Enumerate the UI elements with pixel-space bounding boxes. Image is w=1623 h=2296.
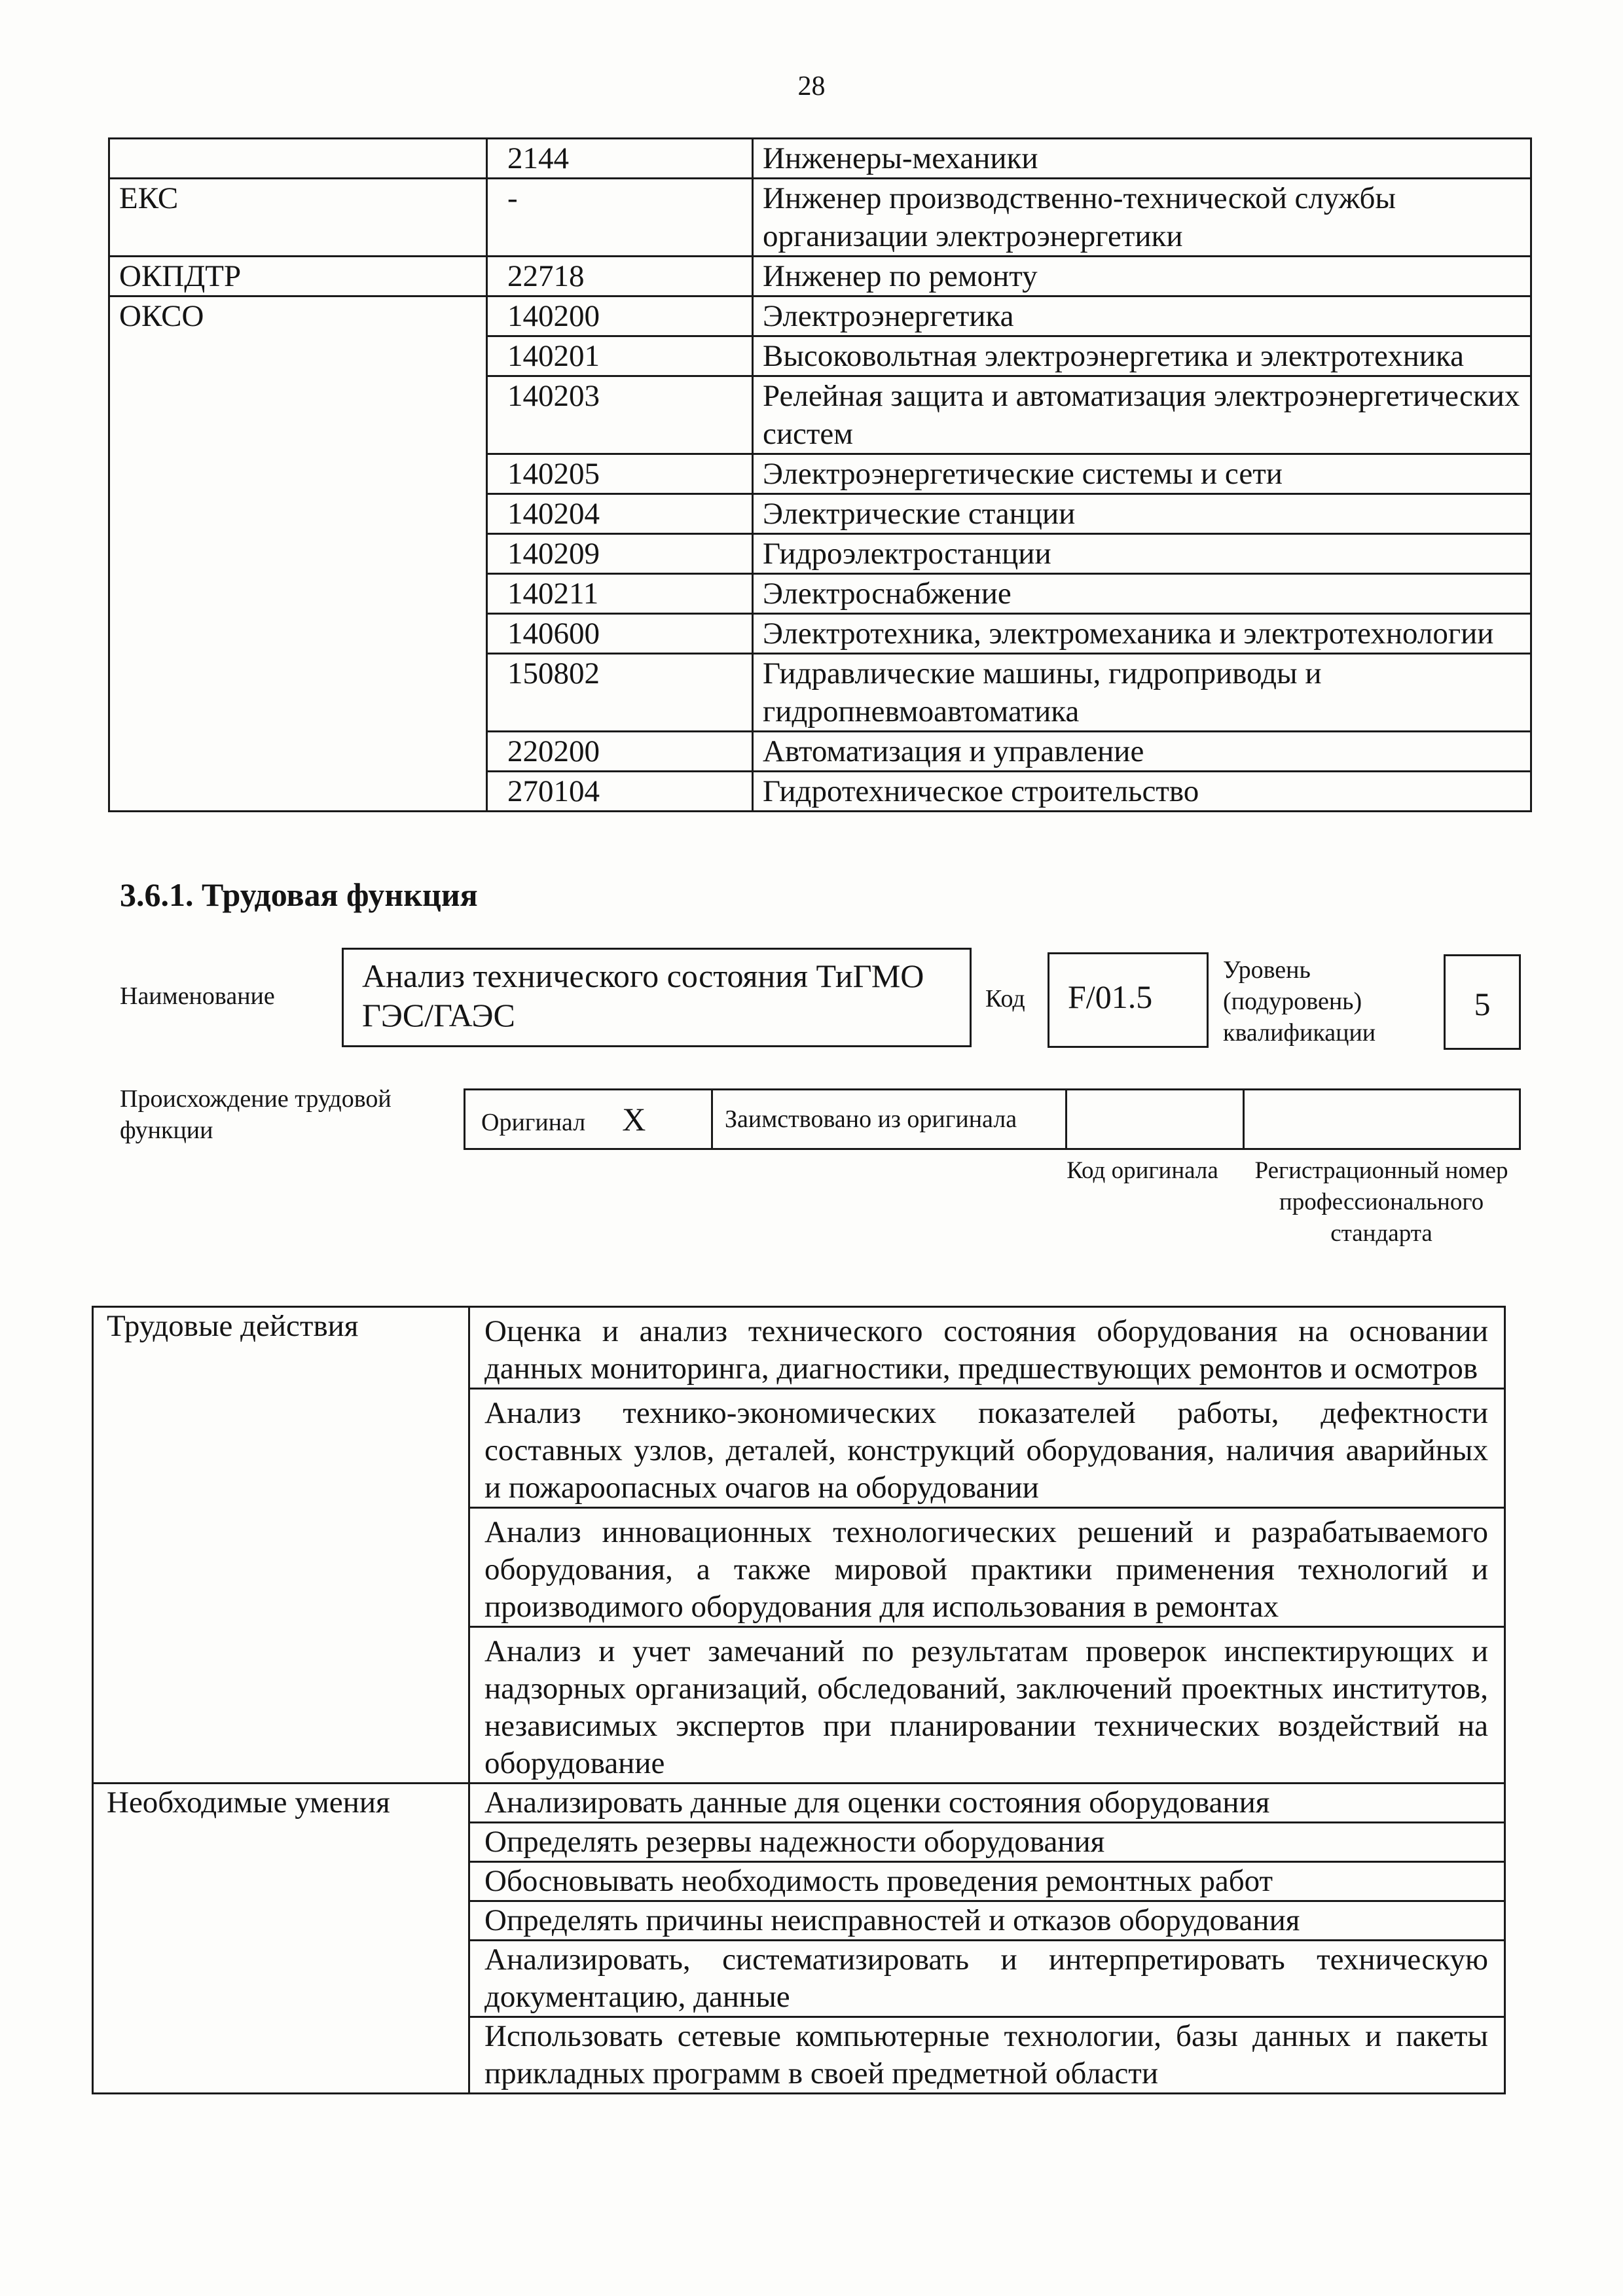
table-row xyxy=(93,1307,1505,1389)
table-row xyxy=(109,296,1531,336)
origin-table xyxy=(464,1088,1521,1150)
code-label: Код xyxy=(985,985,1025,1013)
code-cell: 140600 xyxy=(487,614,753,654)
group-cell: ОКСО xyxy=(109,296,487,812)
code-cell: 22718 xyxy=(487,257,753,296)
code-cell: 140209 xyxy=(487,534,753,574)
skill-item: Обосновывать необходимость проведения ремонтных работ xyxy=(469,1862,1505,1901)
registration-number-caption: Регистрационный номер профессионального стандарта xyxy=(1254,1157,1508,1247)
labor-action-item: Анализ технико-экономических показателей работы, дефектности составных узлов, деталей, конструкций оборудования, наличия аварийных и пожароопасных очагов на оборудовании xyxy=(469,1389,1505,1508)
name-cell: Электроснабжение xyxy=(753,574,1531,614)
code-cell: - xyxy=(487,179,753,257)
labor-function-table xyxy=(92,1306,1506,2094)
original-label: Оригинал xyxy=(481,1109,586,1136)
borrowed-cell: Заимствовано из оригинала xyxy=(712,1090,1067,1149)
name-cell: Гидроэлектростанции xyxy=(753,534,1531,574)
skill-item: Определять причины неисправностей и отказов оборудования xyxy=(469,1901,1505,1941)
table-row xyxy=(109,257,1531,296)
level-label: Уровень (подуровень) квалификации xyxy=(1223,956,1376,1047)
registration-number-cell xyxy=(1244,1090,1520,1149)
group-cell: ОКПДТР xyxy=(109,257,487,296)
name-label: Наименование xyxy=(120,982,275,1010)
name-cell: Инженер по ремонту xyxy=(753,257,1531,296)
page-number: 28 xyxy=(797,71,826,101)
code-cell: 270104 xyxy=(487,772,753,812)
name-cell: Гидравлические машины, гидроприводы и гидропневмоавтоматика xyxy=(753,654,1531,732)
code-cell: 140211 xyxy=(487,574,753,614)
code-cell: 140204 xyxy=(487,494,753,534)
code-cell: 140205 xyxy=(487,454,753,494)
group-cell xyxy=(109,139,487,179)
code-cell: 140201 xyxy=(487,336,753,376)
classification-table xyxy=(108,137,1532,812)
labor-action-item: Оценка и анализ технического состояния оборудования на основании данных мониторинга, диагностики, предшествующих ремонтов и осмотров xyxy=(469,1307,1505,1389)
code-cell: 140200 xyxy=(487,296,753,336)
origin-label: Происхождение трудовой функции xyxy=(120,1085,392,1144)
original-mark: X xyxy=(622,1101,646,1138)
level-value-box: 5 xyxy=(1444,954,1521,1050)
original-code-cell xyxy=(1067,1090,1244,1149)
table-row xyxy=(93,1784,1505,1823)
section-heading: 3.6.1. Трудовая функция xyxy=(120,876,478,913)
code-cell: 2144 xyxy=(487,139,753,179)
name-cell: Инженеры-механики xyxy=(753,139,1531,179)
original-cell xyxy=(465,1090,712,1149)
table-row xyxy=(109,179,1531,257)
function-code-box: F/01.5 xyxy=(1048,952,1209,1048)
code-cell: 150802 xyxy=(487,654,753,732)
name-cell: Высоковольтная электроэнергетика и электротехника xyxy=(753,336,1531,376)
skill-item: Анализировать данные для оценки состояния оборудования xyxy=(469,1784,1505,1823)
function-name-box: Анализ технического состояния ТиГМО ГЭС/ГАЭС xyxy=(342,948,972,1047)
group-cell: ЕКС xyxy=(109,179,487,257)
name-cell: Релейная защита и автоматизация электроэнергетических систем xyxy=(753,376,1531,454)
required-skills-label: Необходимые умения xyxy=(93,1784,469,2094)
skill-item: Определять резервы надежности оборудования xyxy=(469,1823,1505,1862)
name-cell: Инженер производственно-технической службы организации электроэнергетики xyxy=(753,179,1531,257)
table-row xyxy=(109,139,1531,179)
code-cell: 140203 xyxy=(487,376,753,454)
skill-item: Использовать сетевые компьютерные технологии, базы данных и пакеты прикладных программ в своей предметной области xyxy=(469,2017,1505,2094)
name-cell: Электротехника, электромеханика и электротехнологии xyxy=(753,614,1531,654)
name-cell: Электрические станции xyxy=(753,494,1531,534)
name-cell: Гидротехническое строительство xyxy=(753,772,1531,812)
labor-actions-label: Трудовые действия xyxy=(93,1307,469,1784)
code-original-caption: Код оригинала xyxy=(1067,1157,1218,1184)
labor-action-item: Анализ и учет замечаний по результатам проверок инспектирующих и надзорных организаций, обследований, заключений проектных институтов, независимых экспертов при планировании технических воздействий на оборудование xyxy=(469,1627,1505,1784)
name-cell: Автоматизация и управление xyxy=(753,732,1531,772)
name-cell: Электроэнергетика xyxy=(753,296,1531,336)
table-row xyxy=(465,1090,1520,1149)
skill-item: Анализировать, систематизировать и интерпретировать техническую документацию, данные xyxy=(469,1941,1505,2017)
labor-action-item: Анализ инновационных технологических решений и разрабатываемого оборудования, а также мировой практики применения технологий и производимого оборудования для использования в ремонтах xyxy=(469,1508,1505,1627)
name-cell: Электроэнергетические системы и сети xyxy=(753,454,1531,494)
code-cell: 220200 xyxy=(487,732,753,772)
